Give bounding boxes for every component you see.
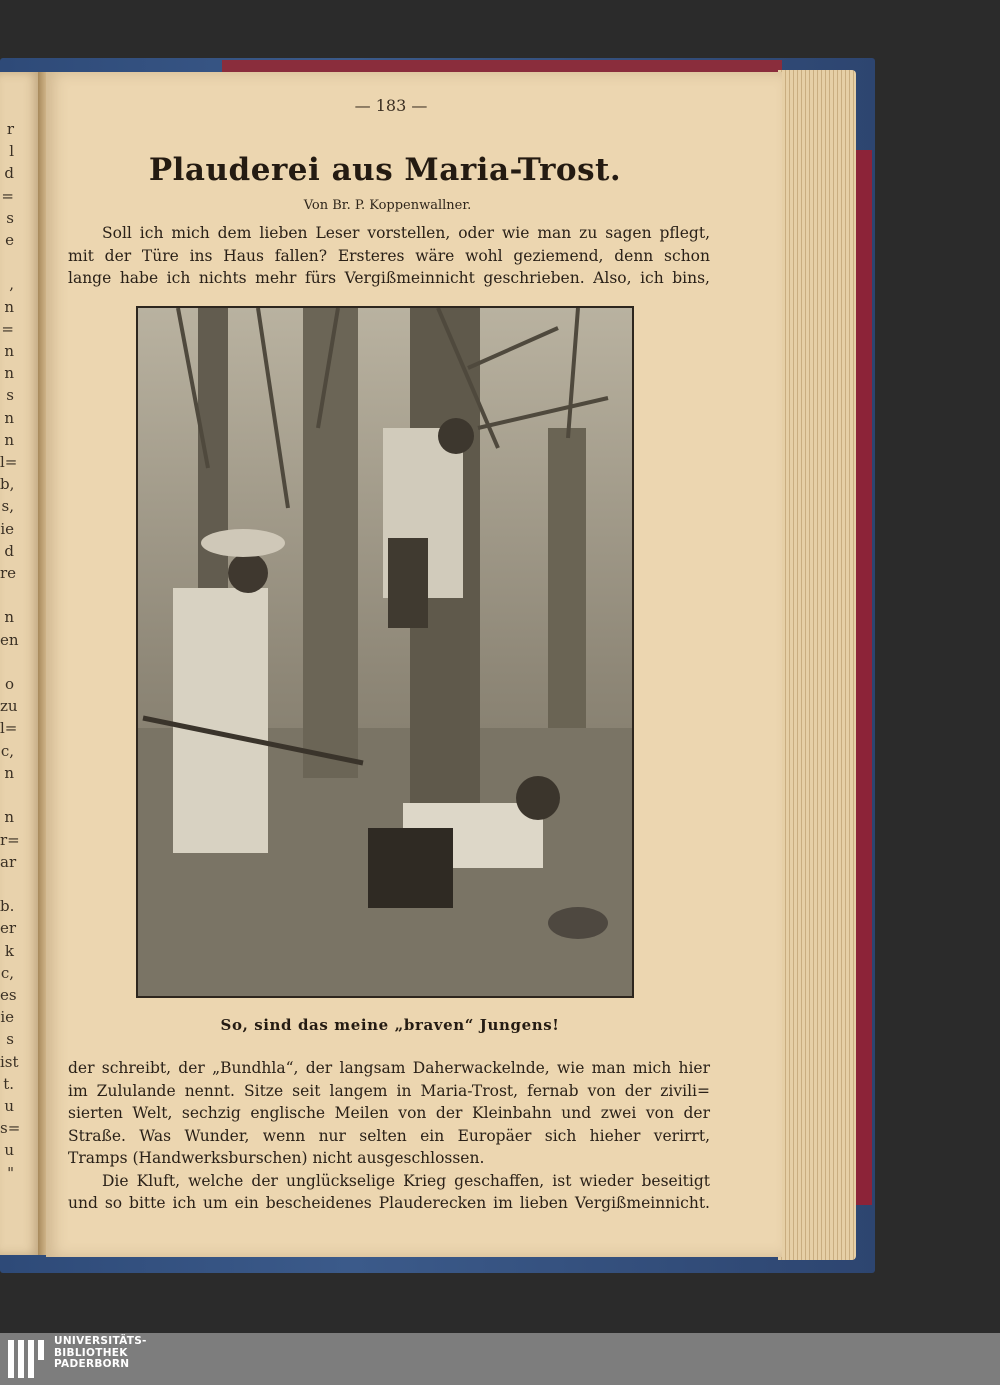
photograph xyxy=(136,306,634,998)
photograph-illustration xyxy=(138,308,632,996)
photo-caption: So, sind das meine „braven“ Jungens! xyxy=(220,1016,560,1034)
cover-red-edge-right xyxy=(855,150,872,1205)
text-line: im Zululande nennt. Sitze seit langem in Maria-Trost, fernab von der zivili= xyxy=(68,1081,710,1100)
text-line: lange habe ich nichts mehr fürs Vergißmeinnicht geschrieben. Also, ich bins, xyxy=(68,269,710,287)
article-title: Plauderei aus Maria-Trost. xyxy=(148,152,622,188)
page-fore-edge xyxy=(778,70,856,1260)
text-line: Die Kluft, welche der unglückselige Krieg geschaffen, ist wieder beseitigt xyxy=(102,1171,710,1190)
text-line: mit der Türe ins Haus fallen? Ersteres wäre wohl geziemend, denn schon xyxy=(68,246,710,265)
text-line: Straße. Was Wunder, wenn nur selten ein Europäer sich hieher verirrt, xyxy=(68,1126,710,1145)
text-line: Tramps (Handwerksburschen) nicht ausgeschlossen. xyxy=(68,1149,485,1167)
article-author: Von Br. P. Koppenwallner. xyxy=(303,198,472,213)
cover-red-edge-top xyxy=(222,60,782,72)
text-line: und so bitte ich um ein bescheidenes Plauderecken im lieben Vergißmeinnicht. xyxy=(68,1194,710,1212)
logo-line: BIBLIOTHEK xyxy=(54,1346,128,1359)
text-line: sierten Welt, sechzig englische Meilen von der Kleinbahn und zwei von der xyxy=(68,1104,710,1122)
library-logo-text xyxy=(54,1336,184,1371)
text-line: der schreibt, der „Bundhla“, der langsam Daherwackelnde, wie man mich hier xyxy=(68,1059,710,1077)
left-page-edge-text: r l d = s e , n = n n s n n l= b, s, ie d re n en o zu l= c, n n r= ar b. er k c, es ie s ist t. u s= u " xyxy=(0,120,21,1182)
library-logo-icon xyxy=(6,1336,46,1382)
logo-line: UNIVERSITÄTS- xyxy=(54,1335,147,1347)
intro-paragraph xyxy=(68,222,710,290)
logo-line: PADERBORN xyxy=(54,1358,130,1370)
text-line: Soll ich mich dem lieben Leser vorstellen, oder wie man zu sagen pflegt, xyxy=(102,224,710,242)
body-paragraph xyxy=(68,1057,710,1215)
page-number: — 183 — xyxy=(354,96,428,115)
